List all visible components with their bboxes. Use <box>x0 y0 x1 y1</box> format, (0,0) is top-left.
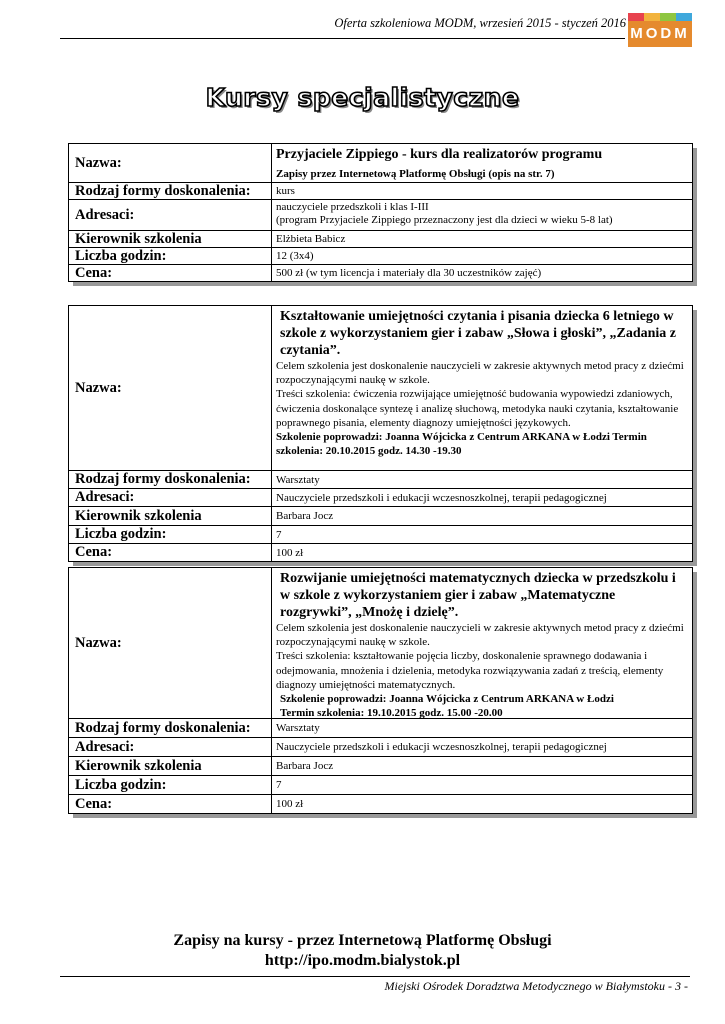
course-trainer: Szkolenie poprowadzi: Joanna Wójcicka z Centrum ARKANA w Łodzi Termin szkolenia: 20.10.2015 godz. 14.30 -19.30 <box>276 431 647 458</box>
label-form: Rodzaj formy doskonalenia: <box>69 471 272 488</box>
label-leader: Kierownik szkolenia <box>69 507 272 525</box>
row-form <box>69 718 692 737</box>
label-name: Nazwa: <box>69 568 272 718</box>
course-description-1: Celem szkolenia jest doskonalenie nauczycieli w zakresie aktywnych metod pracy z dziećmi rozpoczynającymi naukę w szkole. <box>276 622 684 649</box>
course-card-2 <box>68 305 693 562</box>
course-leader: Elżbieta Babicz <box>276 233 346 245</box>
course-title: Przyjaciele Zippiego - kurs dla realizatorów programu <box>276 147 603 162</box>
label-name: Nazwa: <box>69 144 272 182</box>
logo-text: MODM <box>628 21 692 47</box>
label-leader: Kierownik szkolenia <box>69 757 272 775</box>
course-hours: 12 (3x4) <box>276 250 314 262</box>
course-leader: Barbara Jocz <box>276 760 334 772</box>
row-name <box>69 144 692 182</box>
label-price: Cena: <box>69 795 272 813</box>
logo-stripe-yellow <box>644 13 660 21</box>
course-form: Warsztaty <box>276 473 320 486</box>
course-form: Warsztaty <box>276 722 320 734</box>
footer-signup-link[interactable]: http://ipo.modm.bialystok.pl <box>264 952 461 969</box>
course-title: Rozwijanie umiejętności matematycznych dziecka w przedszkolu i w szkole z wykorzystaniem gier i zabaw „Matematyczne rozgrywki”, „Mnożę i dzielę”. <box>280 571 676 620</box>
row-leader <box>69 506 692 525</box>
page-title: Kursy specjalistyczne <box>205 83 520 112</box>
modm-logo <box>628 13 692 49</box>
course-date: Termin szkolenia: 19.10.2015 godz. 15.00 -20.00 <box>280 707 503 720</box>
course-card-1 <box>68 143 693 282</box>
row-hours <box>69 525 692 543</box>
label-leader: Kierownik szkolenia <box>69 231 272 247</box>
label-recipients: Adresaci: <box>69 738 272 756</box>
label-name: Nazwa: <box>69 306 272 470</box>
row-price <box>69 264 692 281</box>
label-recipients: Adresaci: <box>69 200 272 230</box>
logo-stripe-green <box>660 13 676 21</box>
row-name <box>69 568 692 718</box>
course-leader: Barbara Jocz <box>276 510 334 522</box>
course-recipients: Nauczyciele przedszkoli i edukacji wczesnoszkolnej, terapii pedagogicznej <box>276 491 607 504</box>
course-card-3 <box>68 567 693 814</box>
label-hours: Liczba godzin: <box>69 248 272 264</box>
row-recipients <box>69 199 692 230</box>
footer-note: Miejski Ośrodek Doradztwa Metodycznego w Białymstoku - 3 - <box>384 979 688 993</box>
row-recipients <box>69 488 692 506</box>
course-recipients <box>272 200 692 230</box>
course-name-cell <box>272 568 692 718</box>
course-hours: 7 <box>276 779 282 791</box>
row-recipients <box>69 737 692 756</box>
row-form <box>69 470 692 488</box>
logo-stripe-blue <box>676 13 692 21</box>
footer-signup-text: Zapisy na kursy - przez Internetową Platformę Obsługi <box>173 932 552 949</box>
logo-stripe-red <box>628 13 644 21</box>
row-price <box>69 794 692 813</box>
course-trainer: Szkolenie poprowadzi: Joanna Wójcicka z Centrum ARKANA w Łodzi <box>280 693 614 706</box>
row-form <box>69 182 692 199</box>
label-hours: Liczba godzin: <box>69 526 272 543</box>
course-title: Kształtowanie umiejętności czytania i pisania dziecka 6 letniego w szkole z wykorzystaniem gier i zabaw „Słowa i głoski”, „Zadania z czytania”. <box>280 309 677 358</box>
course-recipients: Nauczyciele przedszkoli i edukacji wczesnoszkolnej, terapii pedagogicznej <box>276 741 607 753</box>
course-name-cell <box>272 306 692 470</box>
row-hours <box>69 775 692 794</box>
course-description-2: Treści szkolenia: ćwiczenia rozwijające umiejętność budowania wypowiedzi zdaniowych, ćwiczenia doskonalące syntezę i analizę słuchową, metodyka nauki czytania, kształtowanie poprawnego pisania, elementy diagnozy umiejętności językowych. <box>276 388 679 429</box>
row-price <box>69 543 692 561</box>
label-price: Cena: <box>69 544 272 561</box>
course-form: kurs <box>276 185 295 197</box>
header-title: Oferta szkoleniowa MODM, wrzesień 2015 - styczeń 2016 <box>334 16 626 30</box>
label-form: Rodzaj formy doskonalenia: <box>69 183 272 199</box>
row-leader <box>69 230 692 247</box>
footer-rule <box>60 976 690 977</box>
label-recipients: Adresaci: <box>69 489 272 506</box>
course-hours: 7 <box>276 528 282 541</box>
label-hours: Liczba godzin: <box>69 776 272 794</box>
recipients-line-2: (program Przyjaciele Zippiego przeznaczony jest dla dzieci w wieku 5-8 lat) <box>276 214 613 226</box>
course-subtitle: Zapisy przez Internetową Platformę Obsługi (opis na str. 7) <box>276 168 555 180</box>
row-name <box>69 306 692 470</box>
course-price: 100 zł <box>276 798 304 810</box>
header-rule <box>60 38 625 39</box>
course-name-cell <box>272 144 692 182</box>
label-price: Cena: <box>69 265 272 281</box>
row-leader <box>69 756 692 775</box>
course-description-2: Treści szkolenia: kształtowanie pojęcia liczby, doskonalenie sprawnego dodawania i odejmowania, mnożenia i dzielenia, metodyka rozwiązywania zadań z treścią, elementy diagnozy umiejętności matematycznych. <box>276 650 664 691</box>
course-description-1: Celem szkolenia jest doskonalenie nauczycieli w zakresie aktywnych metod pracy z dziećmi rozpoczynającymi naukę w szkole. <box>276 360 684 387</box>
label-form: Rodzaj formy doskonalenia: <box>69 719 272 737</box>
course-price: 100 zł <box>276 546 304 559</box>
row-hours <box>69 247 692 264</box>
course-price: 500 zł (w tym licencja i materiały dla 30 uczestników zajęć) <box>276 267 542 279</box>
recipients-line-1: nauczyciele przedszkoli i klas I-III <box>276 201 429 213</box>
